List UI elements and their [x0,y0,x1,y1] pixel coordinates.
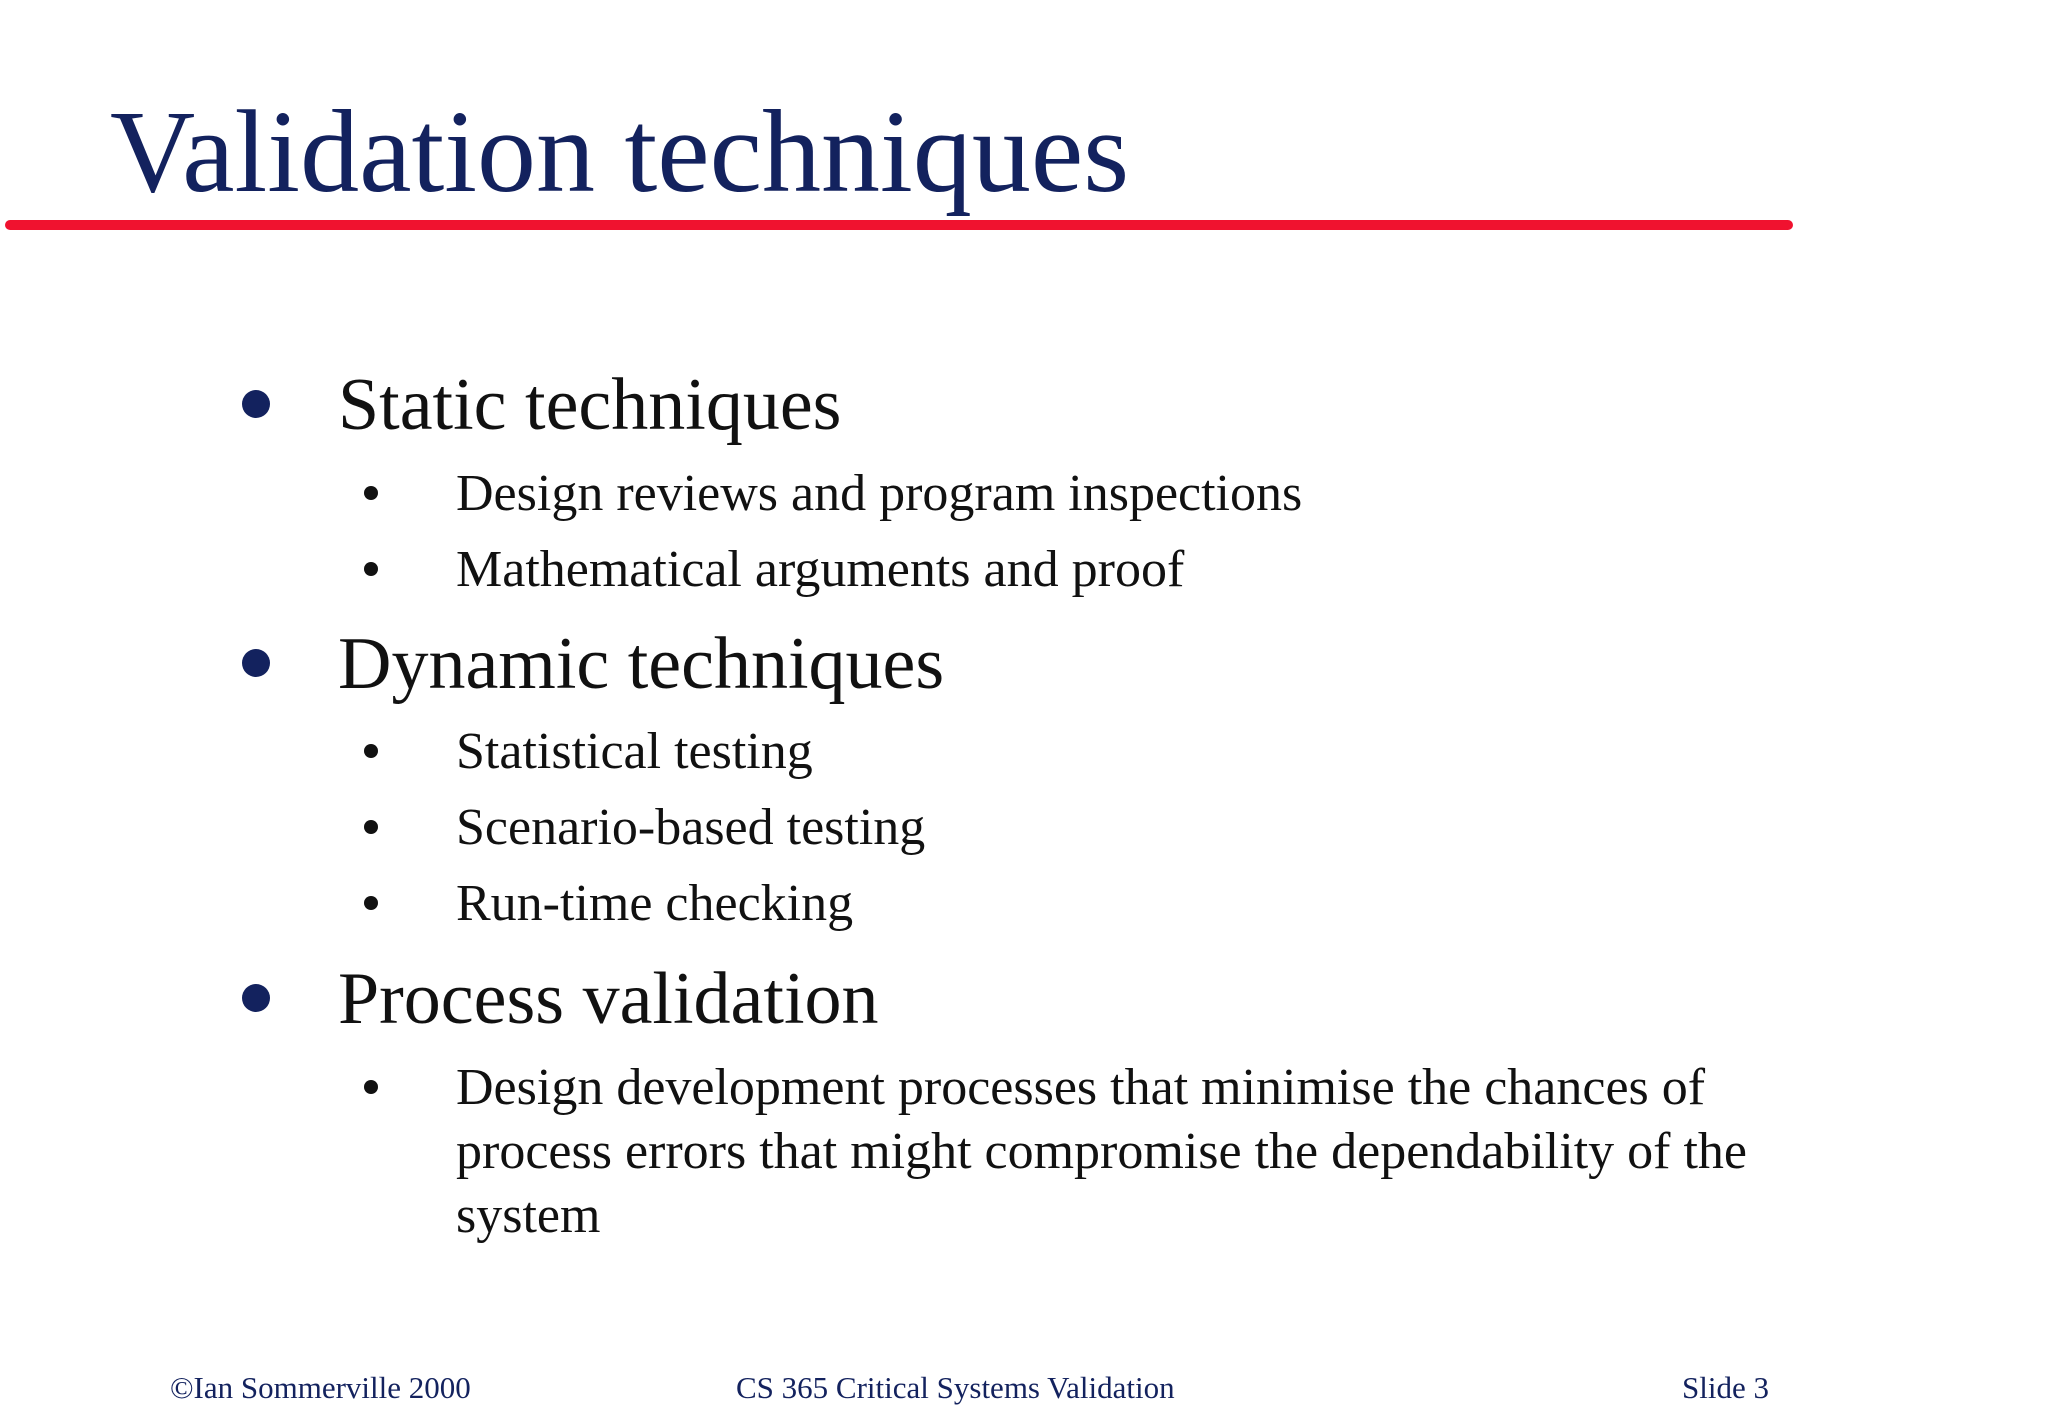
sub-bullet-dot-icon [364,486,378,500]
bullet-dot-icon [242,649,270,677]
title-underline [5,220,1793,230]
bullet-heading: Static techniques [338,364,842,446]
sub-bullet-dot-icon [364,896,378,910]
sub-bullet-dot-icon [364,562,378,576]
sub-bullet-dot-icon [364,744,378,758]
sub-bullet-text: Design development processes that minimise the chances of process errors that might compromise the dependability of the system [456,1059,1747,1244]
sub-bullet-text: Mathematical arguments and proof [456,541,1185,598]
footer-slide-number: Slide 3 [1682,1370,1769,1405]
bullet-heading: Process validation [338,958,879,1040]
sub-bullet-dot-icon [364,820,378,834]
bullet-heading: Dynamic techniques [338,623,945,705]
footer-copyright: ©Ian Sommerville 2000 [170,1370,471,1405]
sub-bullet-text: Scenario-based testing [456,799,926,856]
slide-title: Validation techniques [110,86,1130,217]
sub-bullet-text: Design reviews and program inspections [456,465,1303,522]
bullet-dot-icon [242,984,270,1012]
bullet-dot-icon [242,390,270,418]
sub-bullet-dot-icon [364,1080,378,1094]
sub-bullet-text: Run-time checking [456,875,854,932]
footer-course: CS 365 Critical Systems Validation [736,1370,1175,1405]
sub-bullet-text: Statistical testing [456,723,813,780]
